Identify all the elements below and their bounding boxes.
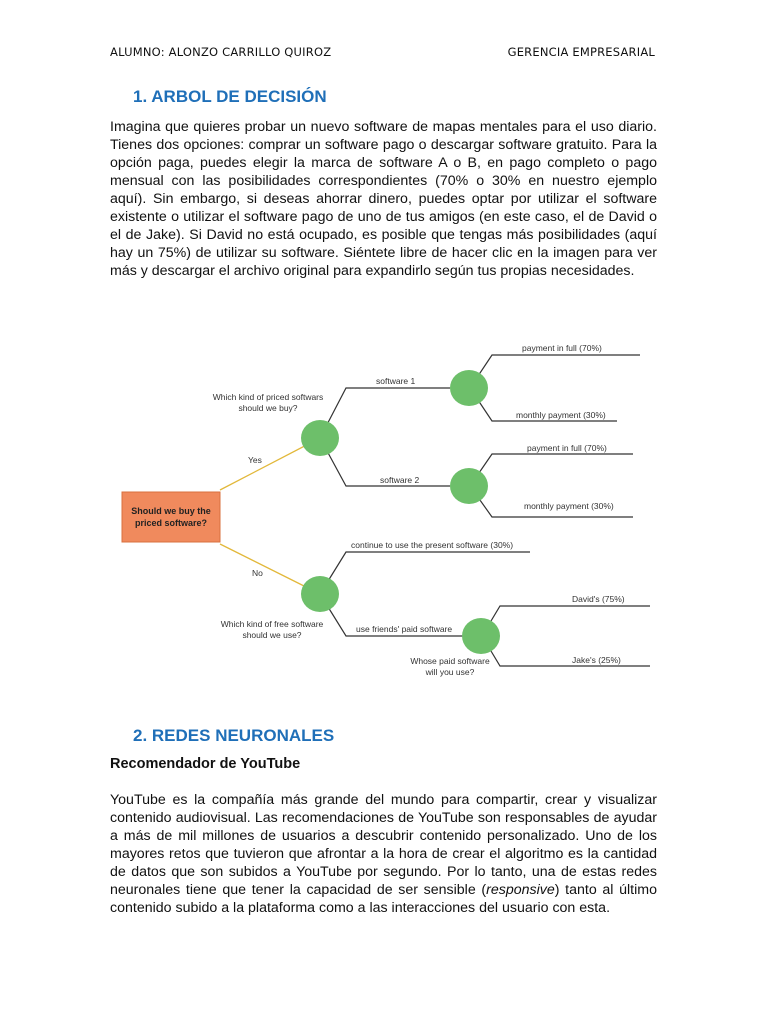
edge-s1-full	[470, 355, 640, 388]
s2-full-label: payment in full (70%)	[527, 443, 607, 453]
edge-to-software1	[320, 388, 450, 438]
yes-label: Yes	[248, 455, 262, 465]
section-1-title: 1. ARBOL DE DECISIÓN	[133, 87, 327, 106]
question-free-line2: should we use?	[242, 630, 302, 640]
root-node	[122, 492, 220, 542]
software1-label: software 1	[376, 376, 416, 386]
root-label-line1: Should we buy the	[131, 506, 211, 516]
no-label: No	[252, 568, 263, 578]
s1-full-label: payment in full (70%)	[522, 343, 602, 353]
responsive-term: responsive	[486, 882, 555, 898]
node-software1	[450, 370, 488, 406]
decision-tree-diagram	[120, 330, 650, 682]
paragraph-text-after: ) tanto al último contenido subido a la plataforma como a las interacciones del usuario con esta.	[110, 882, 657, 916]
node-priced-choice	[301, 420, 339, 456]
page-header	[110, 45, 655, 59]
software2-label: software 2	[380, 475, 420, 485]
question-priced-line2: should we buy?	[238, 403, 298, 413]
s2-monthly-label: monthly payment (30%)	[524, 501, 614, 511]
jakes-label: Jake's (25%)	[572, 655, 621, 665]
question-free-line1: Which kind of free software	[220, 619, 324, 629]
section-2-title: 2. REDES NEURONALES	[133, 726, 335, 745]
edge-jakes	[482, 636, 650, 666]
s1-monthly-label: monthly payment (30%)	[516, 410, 606, 420]
node-free-choice	[301, 576, 339, 612]
paragraph-text-before: YouTube es la compañía más grande del mundo para compartir, crear y visualizar contenido audiovisual. Las recomendaciones de YouTube son responsables de ayudar a más de mil millones de usuarios a descubrir contenido personalizado. Uno de los mayores retos que tuvieron que afrontar a la hora de crear el algoritmo es la cantidad de datos que son subidos a YouTube por segundo. Por lo tanto, una de estas redes neuronales tiene que tener la capacidad de ser sensible (	[110, 792, 657, 898]
question-priced-line1: Which kind of priced softwars	[212, 392, 324, 402]
edge-davids	[482, 606, 650, 636]
node-friends-choice	[462, 618, 500, 654]
use-friends-label: use friends' paid software	[356, 624, 453, 634]
course-name: GERENCIA EMPRESARIAL	[507, 45, 655, 59]
section-2-paragraph	[110, 791, 657, 917]
root-label-line2: priced software?	[134, 518, 208, 528]
continue-present-label: continue to use the present software (30%)	[351, 540, 514, 550]
section-1-paragraph: Imagina que quieres probar un nuevo software de mapas mentales para el uso diario. Tienes dos opciones: comprar un software pago o descargar software gratuito. Para la opción paga, puedes elegir la marca de software A o B, en pago completo o pago mensual con las posibilidades correspondientes (70% o 30% en nuestro ejemplo aquí). Sin embargo, si deseas ahorrar dinero, puedes optar por utilizar el software existente o utilizar el software pago de uno de tus amigos (en este caso, el de David o el de Jake). Si David no está ocupado, es posible que tengas más posibilidades (aquí hay un 75%) de utilizar su software. Siéntete libre de hacer clic en la imagen para ver más y descargar el archivo original para expandirlo según tus propias necesidades.	[110, 119, 657, 279]
davids-label: David's (75%)	[572, 594, 625, 604]
node-software2	[450, 468, 488, 504]
section-2-subtitle: Recomendador de YouTube	[110, 756, 301, 772]
edge-s2-full	[470, 454, 633, 486]
question-whose-line2: will you use?	[425, 667, 475, 677]
edge-continue-present	[320, 552, 530, 594]
student-name: ALUMNO: ALONZO CARRILLO QUIROZ	[110, 45, 332, 59]
question-whose-line1: Whose paid software	[410, 656, 490, 666]
